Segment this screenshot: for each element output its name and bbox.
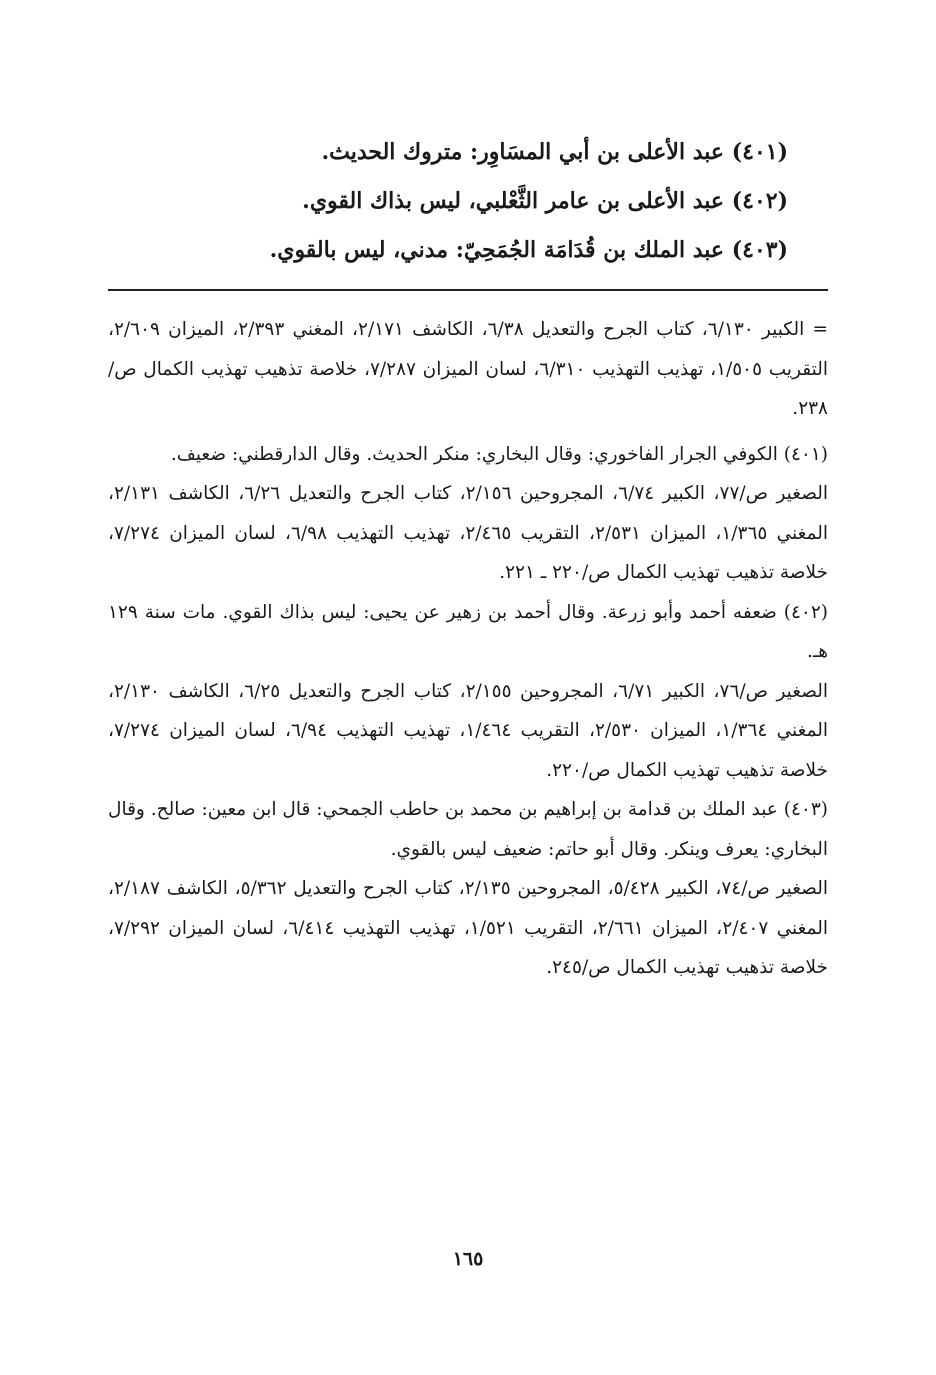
footnotes <box>108 310 828 988</box>
footnote-403-sources: الصغير ص/٧٤، الكبير ٥/٤٢٨، المجروحين ٢/١٣٥، كتاب الجرح والتعديل ٥/٣٦٢، الكاشف ٢/١٨٧، المغني ٢/٤٠٧، الميزان ٢/٦٦١، التقريب ١/٥٢١، تهذيب التهذيب ٦/٤١٤، لسان الميزان ٧/٢٩٢، خلاصة تذهيب تهذيب الكمال ص/٢٤٥. <box>108 878 828 978</box>
narrator-entries <box>148 128 788 275</box>
entry-402: (٤٠٢) عبد الأعلى بن عامر الثَّعْلبي، ليس بذاك القوي. <box>302 188 788 214</box>
footnote-separator <box>108 289 828 291</box>
page-number: ١٦٥ <box>452 1248 484 1270</box>
footnote-403: (٤٠٣) عبد الملك بن قدامة بن إبراهيم بن محمد بن حاطب الجمحي: قال ابن معين: صالح. وقال البخاري: يعرف وينكر. وقال أبو حاتم: ضعيف ليس بالقوي. <box>108 799 828 860</box>
footnote-401-sources: الصغير ص/٧٧، الكبير ٦/٧٤، المجروحين ٢/١٥٦، كتاب الجرح والتعديل ٦/٢٦، الكاشف ٢/١٣١، المغني ١/٣٦٥، الميزان ٢/٥٣١، التقريب ٢/٤٦٥، تهذيب التهذيب ٦/٩٨، لسان الميزان ٧/٢٧٤، خلاصة تذهيب تهذيب الكمال ص/٢٢٠ ـ ٢٢١. <box>108 483 829 583</box>
footnote-402-sources: الصغير ص/٧٦، الكبير ٦/٧١، المجروحين ٢/١٥٥، كتاب الجرح والتعديل ٦/٢٥، الكاشف ٢/١٣٠، المغني ١/٣٦٤، الميزان ٢/٥٣٠، التقريب ١/٤٦٤، تهذيب التهذيب ٦/٩٤، لسان الميزان ٧/٢٧٤، خلاصة تذهيب تهذيب الكمال ص/٢٢٠. <box>108 680 829 781</box>
entry-403: (٤٠٣) عبد الملك بن قُدَامَة الجُمَحِيّ: مدني، ليس بالقوي. <box>269 237 788 263</box>
footnote-continuation: = الكبير ٦/١٣٠، كتاب الجرح والتعديل ٦/٣٨، الكاشف ٢/١٧١، المغني ٢/٣٩٣، الميزان ٢/٦٠٩، التقريب ١/٥٠٥، تهذيب التهذيب ٦/٣١٠، لسان الميزان ٧/٢٨٧، خلاصة تذهيب تهذيب الكمال ص/٢٣٨. <box>108 319 828 419</box>
footnote-401: (٤٠١) الكوفي الجرار الفاخوري: وقال البخاري: منكر الحديث. وقال الدارقطني: ضعيف. <box>170 443 828 465</box>
entry-401: (٤٠١) عبد الأعلى بن أبي المسَاوِر: متروك الحديث. <box>321 139 788 165</box>
footnote-402: (٤٠٢) ضعفه أحمد وأبو زرعة. وقال أحمد بن زهير عن يحيى: ليس بذاك القوي. مات سنة ١٢٩ هـ. <box>108 601 828 662</box>
